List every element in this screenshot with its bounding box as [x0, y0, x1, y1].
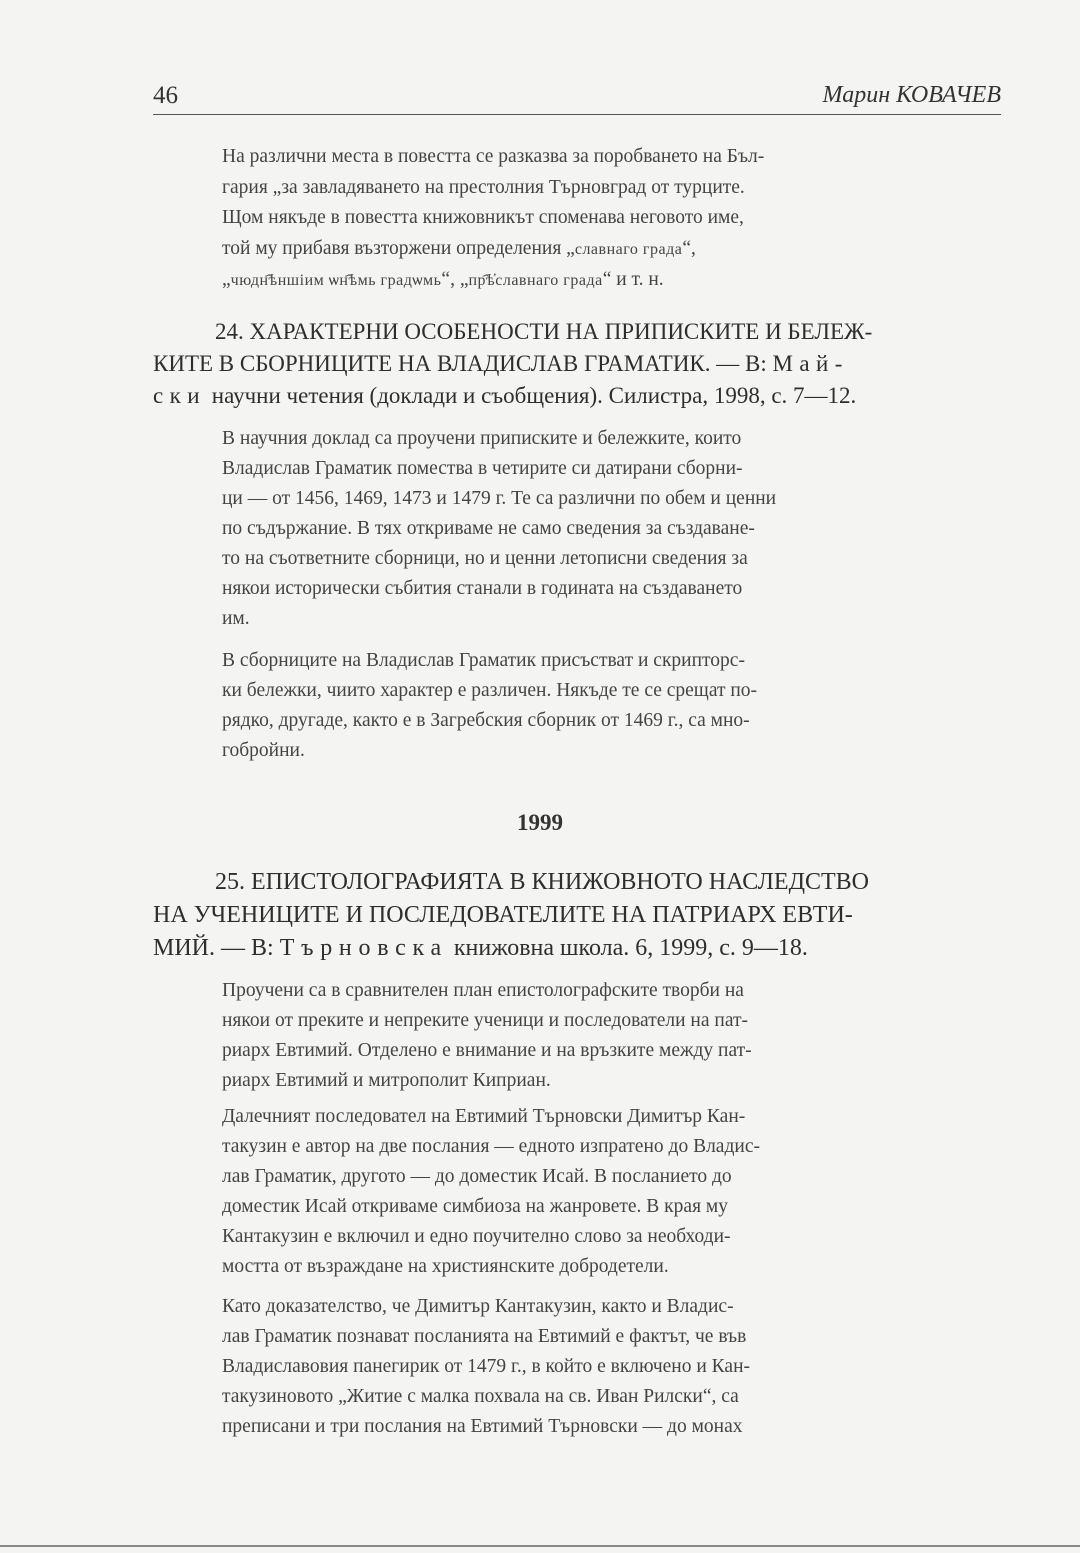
- year-heading: 1999: [517, 810, 563, 835]
- text-line: „чюдн҄ѣншіим ѡн҄ѣмь градѡмь“, „пр҄ѣ҆славнаго града“ и т. н.: [222, 269, 664, 290]
- text-line: той му прибавя възторжени определения „славнаго града“,: [222, 237, 696, 259]
- church-slavonic-quote: чюдн҄ѣншіим ѡн҄ѣмь градѡмь: [230, 272, 442, 289]
- page-number: 46: [153, 82, 178, 109]
- intro-paragraph: [222, 142, 934, 297]
- text-line: Щом някъде в повестта книжовникът споменава неговото име,: [222, 207, 744, 228]
- entry-title-line: 24. ХАРАКТЕРНИ ОСОБЕНОСТИ НА ПРИПИСКИТЕ И БЕЛЕЖ-: [215, 319, 873, 344]
- entry-24-paragraph-1: В научния доклад са проучени приписките и бележките, които Владислав Граматик помества в четирите си датирани сборни- ци — от 1456, 1469, 1473 и 1479 г. Те са различни по обем и ценни по съдържание. В тях откриваме не само сведения за създаване- то на съответните сборници, но и ценни летописни сведения за някои исторически събития станали в годината на създаването им.: [222, 428, 777, 629]
- entry-citation-line: ски научни четения (доклади и съобщения). Силистра, 1998, с. 7—12.: [153, 383, 857, 408]
- entry-25-paragraph-2: Далечният последовател на Евтимий Търновски Димитър Кан- такузин е автор на две послания — едното изпратено до Владис- лав Граматик, другото — до доместик Исай. В посланието до доместик Исай откриваме симбиоза на жанровете. В края му Кантакузин е включил и едно поучително слово за необходи- мостта от възраждане на християнските добродетели.: [222, 1106, 760, 1277]
- entry-title-line: НА УЧЕНИЦИТЕ И ПОСЛЕДОВАТЕЛИТЕ НА ПАТРИАРХ ЕВТИ-: [153, 902, 853, 928]
- spaced-citation: ски: [153, 383, 207, 408]
- church-slavonic-quote: славнаго града: [574, 240, 683, 258]
- spaced-citation: Май-: [772, 351, 849, 376]
- running-header: [153, 80, 1001, 115]
- church-slavonic-quote: пр҄ѣ҆славнаго града: [468, 272, 603, 289]
- entry-title-line: 25. ЕПИСТОЛОГРАФИЯТА В КНИЖОВНОТО НАСЛЕДСТВО: [215, 869, 869, 895]
- text-line: гария „за завладяването на престолния Търновград от турците.: [222, 176, 745, 198]
- entry-title-line: КИТЕ В СБОРНИЦИТЕ НА ВЛАДИСЛАВ ГРАМАТИК. — В: Май-: [153, 351, 849, 376]
- entry-citation-line: МИЙ. — В: Търновска книжовна школа. 6, 1999, с. 9—18.: [153, 935, 808, 961]
- entry-24-paragraph-2: В сборниците на Владислав Граматик присъстват и скрипторс- ки бележки, чиито характер е различен. Някъде те се срещат по- рядко, другаде, както е в Загребския сборник от 1469 г., са мно- гобройни.: [222, 650, 758, 761]
- entry-25-paragraph-1: Проучени са в сравнителен план епистолографските творби на някои от преките и непреките ученици и последователи на пат- риарх Евтимий. Отделено е внимание и на връзките между пат- риарх Евтимий и митрополит Киприан.: [222, 980, 752, 1091]
- text-line: На различни места в повестта се разказва за поробването на Бъл-: [222, 146, 765, 167]
- scan-edge-line: [0, 1545, 1080, 1547]
- spaced-citation: Търновска: [279, 935, 448, 961]
- entry-25-paragraph-3: Като доказателство, че Димитър Кантакузин, както и Владис- лав Граматик познават посланията на Евтимий е фактът, че във Владиславовия панегирик от 1479 г., в който е включено и Кан- такузиновото „Житие с малка похвала на св. Иван Рилски“, са преписани и три послания на Евтимий Търновски — до монах: [222, 1296, 751, 1437]
- bibliography-entry-24: [153, 316, 1001, 412]
- bibliography-entry-25: [153, 866, 1001, 965]
- running-header-author: Марин КОВАЧЕВ: [822, 82, 1001, 108]
